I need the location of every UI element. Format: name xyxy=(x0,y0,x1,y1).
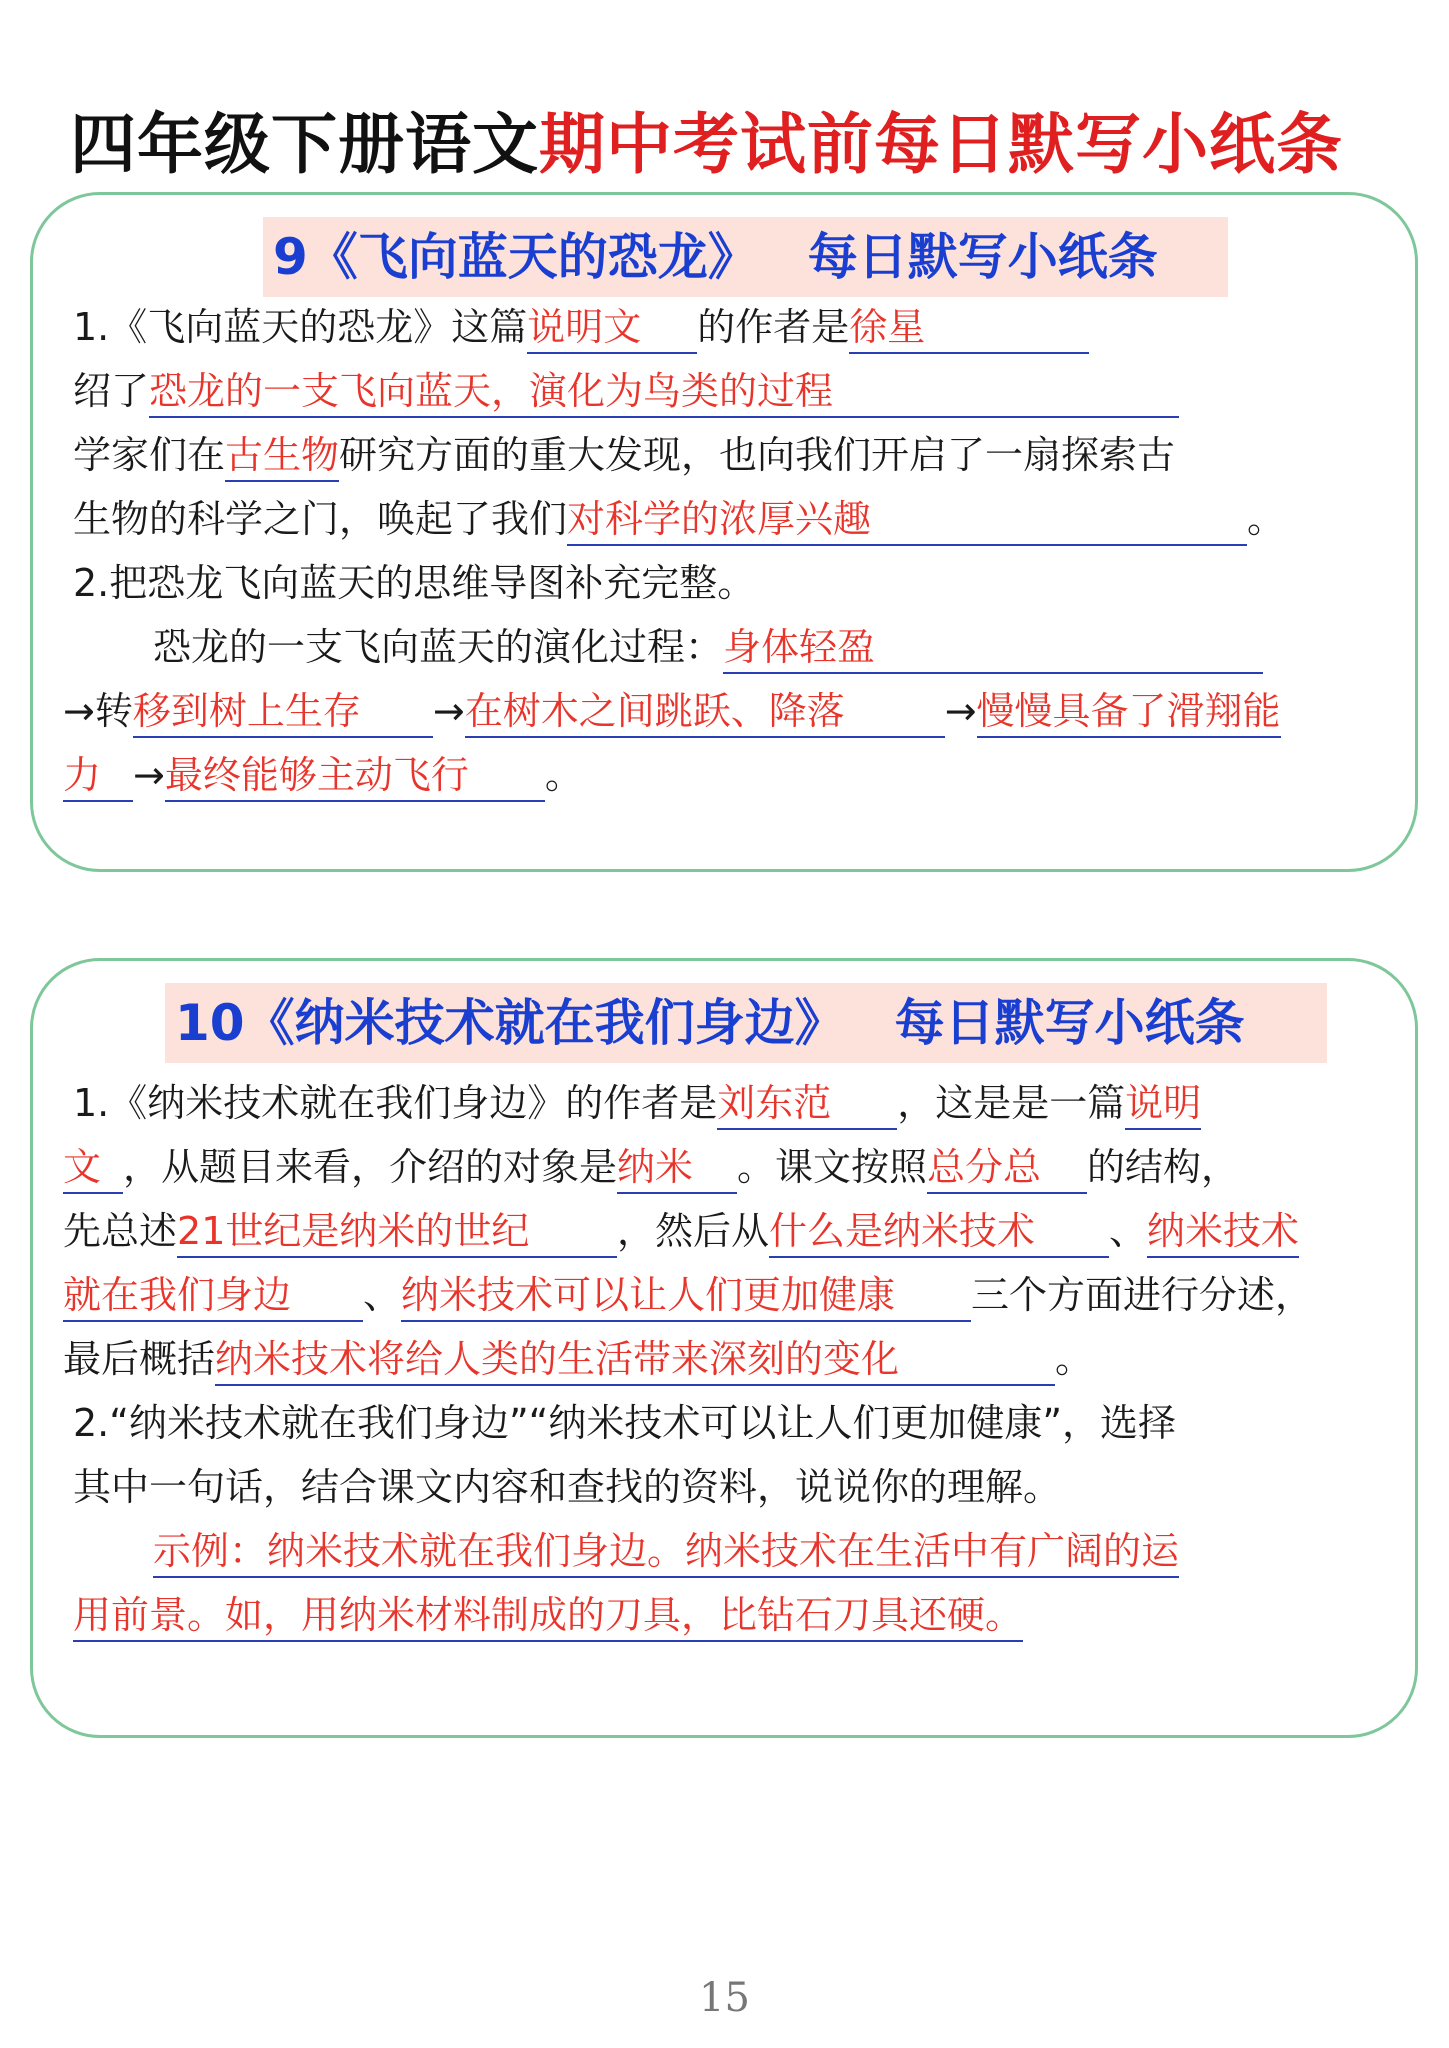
answer-blank: 纳米技术可以让人们更加健康 xyxy=(401,1270,971,1322)
answer-blank: 什么是纳米技术 xyxy=(769,1206,1109,1258)
answer-blank: 纳米技术 xyxy=(1147,1206,1299,1258)
lesson-10-body xyxy=(63,1071,1385,1647)
lesson-9-title-label: 每日默写小纸条 xyxy=(807,228,1158,286)
answer-blank: 最终能够主动飞行 xyxy=(165,750,545,802)
page-title-topic: 期中考试前每日默写小纸条 xyxy=(539,106,1343,183)
example-answer: 用前景。如，用纳米材料制成的刀具，比钻石刀具还硬。 xyxy=(73,1590,1023,1642)
answer-blank: 力 xyxy=(63,750,133,802)
answer-blank: 说明文 xyxy=(527,302,697,354)
lesson-9-body xyxy=(63,295,1385,807)
page-title-grade: 四年级下册语文 xyxy=(70,106,539,183)
lesson-10-example-line-1 xyxy=(73,1519,1385,1583)
answer-blank: 纳米技术将给人类的生活带来深刻的变化 xyxy=(215,1334,1055,1386)
example-answer: 示例：纳米技术就在我们身边。纳米技术在生活中有广阔的运 xyxy=(153,1526,1179,1578)
lesson-10-q1-line-4: 就在我们身边 、纳米技术可以让人们更加健康 三个方面进行分述， xyxy=(63,1263,1385,1327)
answer-blank: 刘东范 xyxy=(717,1078,897,1130)
lesson-10-title-label: 每日默写小纸条 xyxy=(894,994,1245,1052)
lesson-10-q1-line-2: 文 ，从题目来看，介绍的对象是纳米 。课文按照总分总 的结构， xyxy=(63,1135,1385,1199)
answer-blank: 说明 xyxy=(1125,1078,1201,1130)
lesson-9-q1-line-3: 学家们在古生物研究方面的重大发现，也向我们开启了一扇探索古 xyxy=(73,423,1385,487)
lesson-10-q2-prompt-1: 2.“纳米技术就在我们身边”“纳米技术可以让人们更加健康”，选择 xyxy=(73,1401,1177,1445)
answer-blank: 古生物 xyxy=(225,430,339,482)
lesson-9-q2-line-1: 恐龙的一支飞向蓝天的演化过程：身体轻盈 xyxy=(73,615,1385,679)
lesson-9-card xyxy=(30,192,1418,872)
answer-blank: 移到树上生存 xyxy=(133,686,433,738)
lesson-9-q1-line-1: 1.《飞向蓝天的恐龙》这篇说明文 的作者是徐星 xyxy=(73,295,1385,359)
lesson-10-title-name: 10《纳米技术就在我们身边》 xyxy=(175,994,845,1052)
lesson-9-title-name: 9《飞向蓝天的恐龙》 xyxy=(273,228,758,286)
page-title xyxy=(70,100,1410,190)
lesson-10-example-line-2 xyxy=(73,1583,1385,1647)
answer-blank: 总分总 xyxy=(927,1142,1087,1194)
answer-blank: 在树木之间跳跃、降落 xyxy=(465,686,945,738)
lesson-10-q1-line-3: 先总述21世纪是纳米的世纪 ，然后从什么是纳米技术 、纳米技术 xyxy=(63,1199,1385,1263)
lesson-9-q2-line-3: 力 →最终能够主动飞行 。 xyxy=(63,743,1385,807)
lesson-10-q1-line-1: 1.《纳米技术就在我们身边》的作者是刘东范 ，这是是一篇说明 xyxy=(73,1071,1385,1135)
lesson-9-q2-line-2: →转移到树上生存 →在树木之间跳跃、降落 →慢慢具备了滑翔能 xyxy=(63,679,1385,743)
page-number: 15 xyxy=(699,1975,750,2021)
answer-blank: 恐龙的一支飞向蓝天，演化为鸟类的过程 xyxy=(149,366,1179,418)
answer-blank: 徐星 xyxy=(849,302,1089,354)
lesson-9-q2-prompt: 2.把恐龙飞向蓝天的思维导图补充完整。 xyxy=(73,561,756,605)
answer-blank: 慢慢具备了滑翔能 xyxy=(977,686,1281,738)
lesson-10-title xyxy=(165,983,1327,1063)
answer-blank: 就在我们身边 xyxy=(63,1270,363,1322)
answer-blank: 对科学的浓厚兴趣 xyxy=(567,494,1247,546)
lesson-10-q1-line-5: 最后概括纳米技术将给人类的生活带来深刻的变化 。 xyxy=(63,1327,1385,1391)
lesson-10-q2-prompt-2: 其中一句话，结合课文内容和查找的资料，说说你的理解。 xyxy=(73,1465,1062,1509)
answer-blank: 纳米 xyxy=(617,1142,737,1194)
lesson-9-q1-line-2: 绍了恐龙的一支飞向蓝天，演化为鸟类的过程 xyxy=(73,359,1385,423)
answer-blank: 文 xyxy=(63,1142,123,1194)
answer-blank: 21世纪是纳米的世纪 xyxy=(177,1206,617,1258)
lesson-9-q1-line-4: 生物的科学之门，唤起了我们对科学的浓厚兴趣 。 xyxy=(73,487,1385,551)
answer-blank: 身体轻盈 xyxy=(723,622,1263,674)
lesson-10-card xyxy=(30,958,1418,1738)
lesson-9-title xyxy=(263,217,1228,297)
